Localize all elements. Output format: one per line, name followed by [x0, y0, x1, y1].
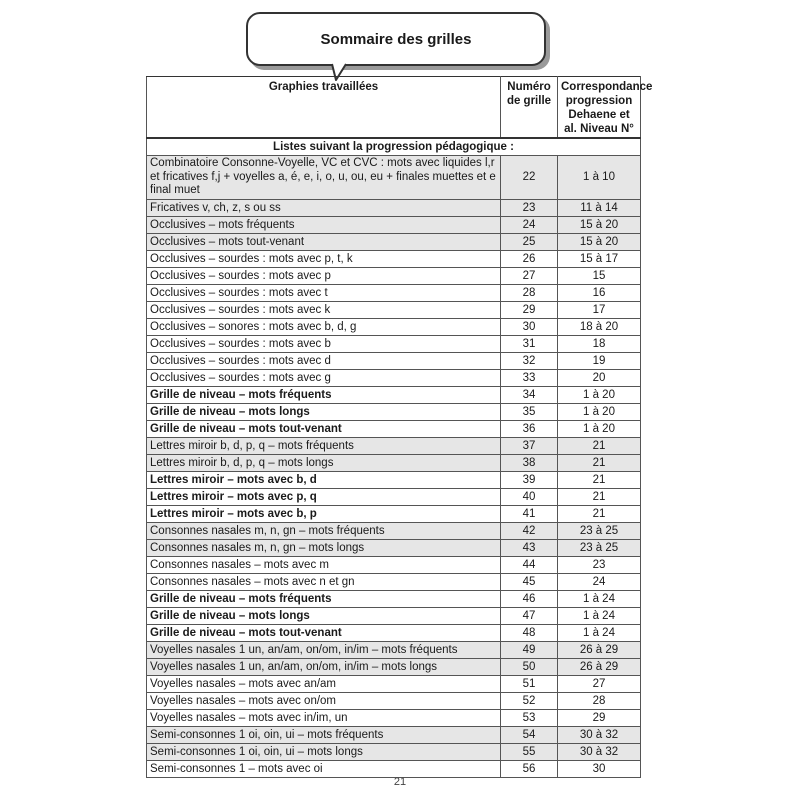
row-label: Voyelles nasales – mots avec in/im, un — [147, 710, 501, 727]
row-label: Fricatives v, ch, z, s ou ss — [147, 200, 501, 217]
row-label: Lettres miroir b, d, p, q – mots fréquents — [147, 438, 501, 455]
grid-summary-table — [146, 76, 653, 778]
page-number: 21 — [393, 776, 407, 788]
section-label: Listes suivant la progression pédagogique : — [147, 138, 641, 156]
row-correspondance: 27 — [558, 676, 641, 693]
row-correspondance: 23 à 25 — [558, 523, 641, 540]
table-row — [147, 642, 641, 659]
row-correspondance: 30 à 32 — [558, 727, 641, 744]
row-label: Occlusives – sourdes : mots avec t — [147, 285, 501, 302]
row-label: Voyelles nasales – mots avec an/am — [147, 676, 501, 693]
row-correspondance: 1 à 20 — [558, 387, 641, 404]
row-label: Grille de niveau – mots fréquents — [147, 387, 501, 404]
table-row — [147, 659, 641, 676]
row-grid-number: 42 — [501, 523, 558, 540]
row-grid-number: 35 — [501, 404, 558, 421]
row-grid-number: 37 — [501, 438, 558, 455]
table-row — [147, 370, 641, 387]
row-correspondance: 16 — [558, 285, 641, 302]
row-correspondance: 15 à 20 — [558, 217, 641, 234]
row-grid-number: 25 — [501, 234, 558, 251]
row-correspondance: 1 à 24 — [558, 591, 641, 608]
row-grid-number: 24 — [501, 217, 558, 234]
row-grid-number: 30 — [501, 319, 558, 336]
row-correspondance: 1 à 24 — [558, 625, 641, 642]
table-row — [147, 574, 641, 591]
row-grid-number: 32 — [501, 353, 558, 370]
row-label: Occlusives – sourdes : mots avec d — [147, 353, 501, 370]
row-correspondance: 23 — [558, 557, 641, 574]
table-row — [147, 234, 641, 251]
row-correspondance: 1 à 24 — [558, 608, 641, 625]
table-row — [147, 591, 641, 608]
row-grid-number: 34 — [501, 387, 558, 404]
row-label: Grille de niveau – mots longs — [147, 404, 501, 421]
row-label: Occlusives – sourdes : mots avec g — [147, 370, 501, 387]
row-correspondance: 26 à 29 — [558, 642, 641, 659]
table-row — [147, 387, 641, 404]
row-correspondance: 15 à 20 — [558, 234, 641, 251]
row-correspondance: 29 — [558, 710, 641, 727]
row-grid-number: 48 — [501, 625, 558, 642]
row-correspondance: 26 à 29 — [558, 659, 641, 676]
row-correspondance: 30 à 32 — [558, 744, 641, 761]
row-label: Occlusives – mots fréquents — [147, 217, 501, 234]
row-correspondance: 28 — [558, 693, 641, 710]
row-grid-number: 39 — [501, 472, 558, 489]
row-label: Occlusives – sourdes : mots avec k — [147, 302, 501, 319]
row-grid-number: 49 — [501, 642, 558, 659]
row-grid-number: 56 — [501, 761, 558, 778]
row-grid-number: 45 — [501, 574, 558, 591]
row-label: Lettres miroir b, d, p, q – mots longs — [147, 455, 501, 472]
row-correspondance: 1 à 20 — [558, 404, 641, 421]
row-label: Lettres miroir – mots avec b, p — [147, 506, 501, 523]
row-grid-number: 44 — [501, 557, 558, 574]
row-label: Voyelles nasales 1 un, an/am, on/om, in/im – mots longs — [147, 659, 501, 676]
row-grid-number: 36 — [501, 421, 558, 438]
row-correspondance: 11 à 14 — [558, 200, 641, 217]
row-label: Occlusives – sourdes : mots avec p — [147, 268, 501, 285]
row-grid-number: 51 — [501, 676, 558, 693]
row-correspondance: 20 — [558, 370, 641, 387]
row-grid-number: 46 — [501, 591, 558, 608]
row-grid-number: 23 — [501, 200, 558, 217]
row-label: Semi-consonnes 1 oi, oin, ui – mots fréquents — [147, 727, 501, 744]
row-label: Consonnes nasales – mots avec m — [147, 557, 501, 574]
row-grid-number: 52 — [501, 693, 558, 710]
table-row — [147, 421, 641, 438]
row-label: Consonnes nasales m, n, gn – mots longs — [147, 540, 501, 557]
row-label: Semi-consonnes 1 oi, oin, ui – mots longs — [147, 744, 501, 761]
row-correspondance: 18 à 20 — [558, 319, 641, 336]
row-grid-number: 50 — [501, 659, 558, 676]
row-correspondance: 21 — [558, 455, 641, 472]
table-row — [147, 727, 641, 744]
title-callout — [246, 12, 552, 80]
table-row — [147, 251, 641, 268]
table-row — [147, 336, 641, 353]
table-row — [147, 744, 641, 761]
row-grid-number: 31 — [501, 336, 558, 353]
row-grid-number: 40 — [501, 489, 558, 506]
row-label: Occlusives – sonores : mots avec b, d, g — [147, 319, 501, 336]
row-correspondance: 21 — [558, 472, 641, 489]
row-label: Semi-consonnes 1 – mots avec oi — [147, 761, 501, 778]
table-row — [147, 506, 641, 523]
row-grid-number: 33 — [501, 370, 558, 387]
row-label: Voyelles nasales – mots avec on/om — [147, 693, 501, 710]
row-correspondance: 1 à 20 — [558, 421, 641, 438]
table-row — [147, 761, 641, 778]
table-row — [147, 455, 641, 472]
row-label: Consonnes nasales m, n, gn – mots fréquents — [147, 523, 501, 540]
table-row — [147, 285, 641, 302]
row-grid-number: 27 — [501, 268, 558, 285]
row-label: Grille de niveau – mots tout-venant — [147, 421, 501, 438]
row-correspondance: 21 — [558, 438, 641, 455]
header-graphies: Graphies travaillées — [147, 77, 501, 139]
table-row — [147, 302, 641, 319]
row-correspondance: 23 à 25 — [558, 540, 641, 557]
page-title: Sommaire des grilles — [246, 12, 546, 66]
table-row — [147, 472, 641, 489]
section-row — [147, 138, 641, 156]
row-grid-number: 22 — [501, 156, 558, 200]
row-grid-number: 47 — [501, 608, 558, 625]
row-label: Voyelles nasales 1 un, an/am, on/om, in/im – mots fréquents — [147, 642, 501, 659]
table-row — [147, 156, 641, 200]
row-label: Lettres miroir – mots avec b, d — [147, 472, 501, 489]
table-row — [147, 557, 641, 574]
row-label: Lettres miroir – mots avec p, q — [147, 489, 501, 506]
table-row — [147, 710, 641, 727]
table-row — [147, 489, 641, 506]
header-correspondance: Correspondance progression Dehaene et al. Niveau N° — [558, 77, 641, 139]
row-correspondance: 15 à 17 — [558, 251, 641, 268]
table-row — [147, 268, 641, 285]
table-row — [147, 319, 641, 336]
row-grid-number: 26 — [501, 251, 558, 268]
row-correspondance: 24 — [558, 574, 641, 591]
table-row — [147, 608, 641, 625]
table-row — [147, 200, 641, 217]
row-label: Combinatoire Consonne-Voyelle, VC et CVC : mots avec liquides l,r et fricatives f,j + voyelles a, é, e, i, o, u, ou, eu + finales muettes et e final muet — [147, 156, 501, 200]
table-row — [147, 438, 641, 455]
table-row — [147, 353, 641, 370]
row-grid-number: 41 — [501, 506, 558, 523]
row-correspondance: 19 — [558, 353, 641, 370]
row-grid-number: 55 — [501, 744, 558, 761]
row-grid-number: 38 — [501, 455, 558, 472]
table-header-row — [147, 77, 641, 139]
table-row — [147, 523, 641, 540]
table-row — [147, 540, 641, 557]
row-grid-number: 28 — [501, 285, 558, 302]
row-grid-number: 54 — [501, 727, 558, 744]
row-grid-number: 53 — [501, 710, 558, 727]
row-correspondance: 15 — [558, 268, 641, 285]
table-row — [147, 404, 641, 421]
row-correspondance: 21 — [558, 489, 641, 506]
row-correspondance: 18 — [558, 336, 641, 353]
row-label: Occlusives – sourdes : mots avec p, t, k — [147, 251, 501, 268]
row-label: Consonnes nasales – mots avec n et gn — [147, 574, 501, 591]
table-row — [147, 625, 641, 642]
row-correspondance: 30 — [558, 761, 641, 778]
row-label: Grille de niveau – mots tout-venant — [147, 625, 501, 642]
header-numero: Numéro de grille — [501, 77, 558, 139]
row-label: Occlusives – mots tout-venant — [147, 234, 501, 251]
row-correspondance: 21 — [558, 506, 641, 523]
row-grid-number: 43 — [501, 540, 558, 557]
row-grid-number: 29 — [501, 302, 558, 319]
table-row — [147, 217, 641, 234]
row-label: Grille de niveau – mots fréquents — [147, 591, 501, 608]
table-row — [147, 693, 641, 710]
row-correspondance: 1 à 10 — [558, 156, 641, 200]
row-label: Occlusives – sourdes : mots avec b — [147, 336, 501, 353]
row-correspondance: 17 — [558, 302, 641, 319]
row-label: Grille de niveau – mots longs — [147, 608, 501, 625]
table-row — [147, 676, 641, 693]
